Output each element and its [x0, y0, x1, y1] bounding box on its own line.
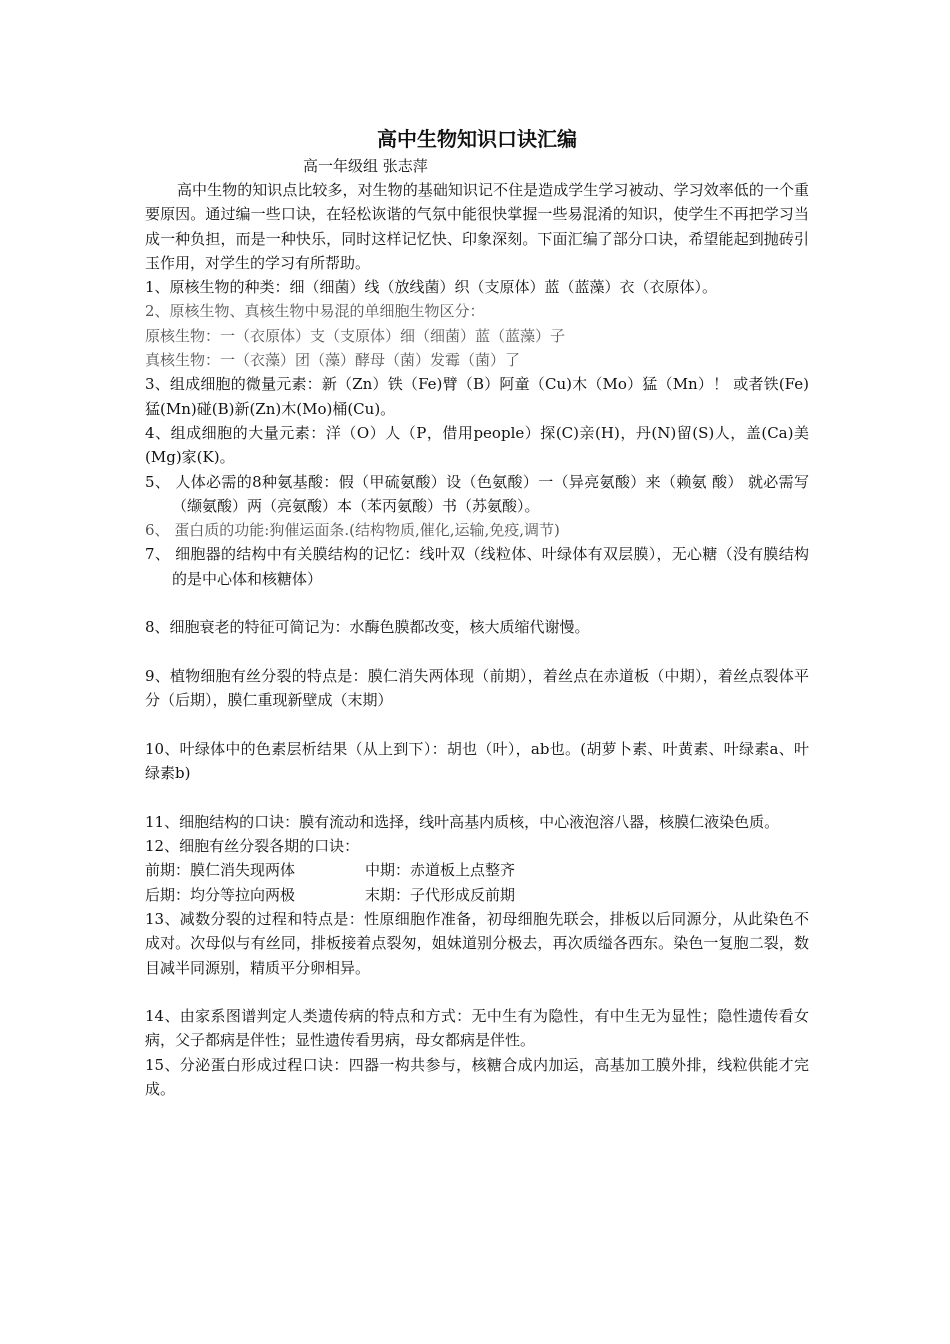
item-10: 10、叶绿体中的色素层析结果（从上到下）：胡也（叶），ab也。(胡萝卜素、叶黄素、叶绿素a、叶绿素b)	[145, 739, 809, 783]
mitosis-telophase: 末期：子代形成反前期	[365, 885, 516, 904]
blank-line	[145, 713, 809, 737]
blank-line	[145, 785, 809, 809]
blank-line	[145, 591, 809, 615]
item-6: 6、 蛋白质的功能:狗催运面条.(结构物质,催化,运输,免疫,调节)	[145, 521, 560, 540]
mitosis-row-2	[145, 883, 809, 907]
item-3: 3、组成细胞的微量元素：新（Zn）铁（Fe)臂（B）阿童（Cu)木（Mo）猛（Mn）！ 或者铁(Fe)猛(Mn)碰(B)新(Zn)木(Mo)桶(Cu)。	[145, 375, 809, 418]
item-11: 11、细胞结构的口诀：膜有流动和选择，线叶高基内质核，中心液泡溶八器，核膜仁液染色质。	[145, 812, 780, 831]
blank-line	[145, 980, 809, 1004]
item-12: 12、细胞有丝分裂各期的口诀：	[145, 837, 360, 856]
item-7: 7、 细胞器的结构中有关膜结构的记忆：线叶双（线粒体、叶绿体有双层膜），无心糖（没有膜结构的是中心体和核糖体）	[145, 545, 809, 588]
document-title: 高中生物知识口诀汇编	[377, 127, 577, 151]
item-4: 4、组成细胞的大量元素：洋（O）人（P，借用people）探(C)亲(H)，丹(N)留(S)人，盖(Ca)美(Mg)家(K)。	[145, 423, 809, 467]
mitosis-prophase: 前期：膜仁消失现两体	[145, 861, 296, 880]
document-body	[145, 124, 809, 1101]
item-1: 1、原核生物的种类：细（细菌）线（放线菌）织（支原体）蓝（蓝藻）衣（衣原体）。	[145, 278, 718, 297]
mitosis-row-1	[145, 858, 809, 882]
item-9: 9、植物细胞有丝分裂的特点是：膜仁消失两体现（前期），着丝点在赤道板（中期），着丝点裂体平分（后期），膜仁重现新壁成（末期）	[145, 666, 809, 710]
mitosis-anaphase: 后期：均分等拉向两极	[145, 885, 296, 904]
item-2-prokaryote: 原核生物：一（衣原体）支（支原体）细（细菌）蓝（蓝藻）子	[145, 326, 566, 345]
author-line: 高一年级组 张志萍	[303, 157, 428, 175]
item-2: 2、原核生物、真核生物中易混的单细胞生物区分：	[145, 302, 485, 321]
item-13: 13、减数分裂的过程和特点是：性原细胞作准备，初母细胞先联会，排板以后同源分，从此染色不成对。次母似与有丝同，排板接着点裂匆，姐妹道别分极去，再次质缢各西东。染色一复胞二裂，数目减半同源别，精质平分卵相异。	[145, 909, 809, 977]
mitosis-metaphase: 中期：赤道板上点整齐	[365, 861, 516, 880]
item-5: 5、 人体必需的8种氨基酸：假（甲硫氨酸）设（色氨酸）一（异亮氨酸）来（赖氨 酸） 就必需写（缬氨酸）两（亮氨酸）本（苯丙氨酸）书（苏氨酸）。	[145, 472, 809, 515]
intro-paragraph: 高中生物的知识点比较多，对生物的基础知识记不住是造成学生学习被动、学习效率低的一个重要原因。通过编一些口诀，在轻松诙谐的气氛中能很快掌握一些易混淆的知识，使学生不再把学习当成一种负担，而是一种快乐，同时这样记忆快、印象深刻。下面汇编了部分口诀，希望能起到抛砖引玉作用，对学生的学习有所帮助。	[145, 181, 809, 272]
item-15: 15、分泌蛋白形成过程口诀：四器一构共参与，核糖合成内加运，高基加工膜外排，线粒供能才完成。	[145, 1055, 809, 1098]
blank-line	[145, 640, 809, 664]
item-8: 8、细胞衰老的特征可简记为：水酶色膜都改变，核大质缩代谢慢。	[145, 618, 590, 637]
item-14: 14、由家系图谱判定人类遗传病的特点和方式：无中生有为隐性，有中生无为显性；隐性遗传看女病，父子都病是伴性；显性遗传看男病，母女都病是伴性。	[145, 1007, 809, 1050]
item-2-eukaryote: 真核生物：一（衣藻）团（藻）酵母（菌）发霉（菌）了	[145, 351, 521, 370]
